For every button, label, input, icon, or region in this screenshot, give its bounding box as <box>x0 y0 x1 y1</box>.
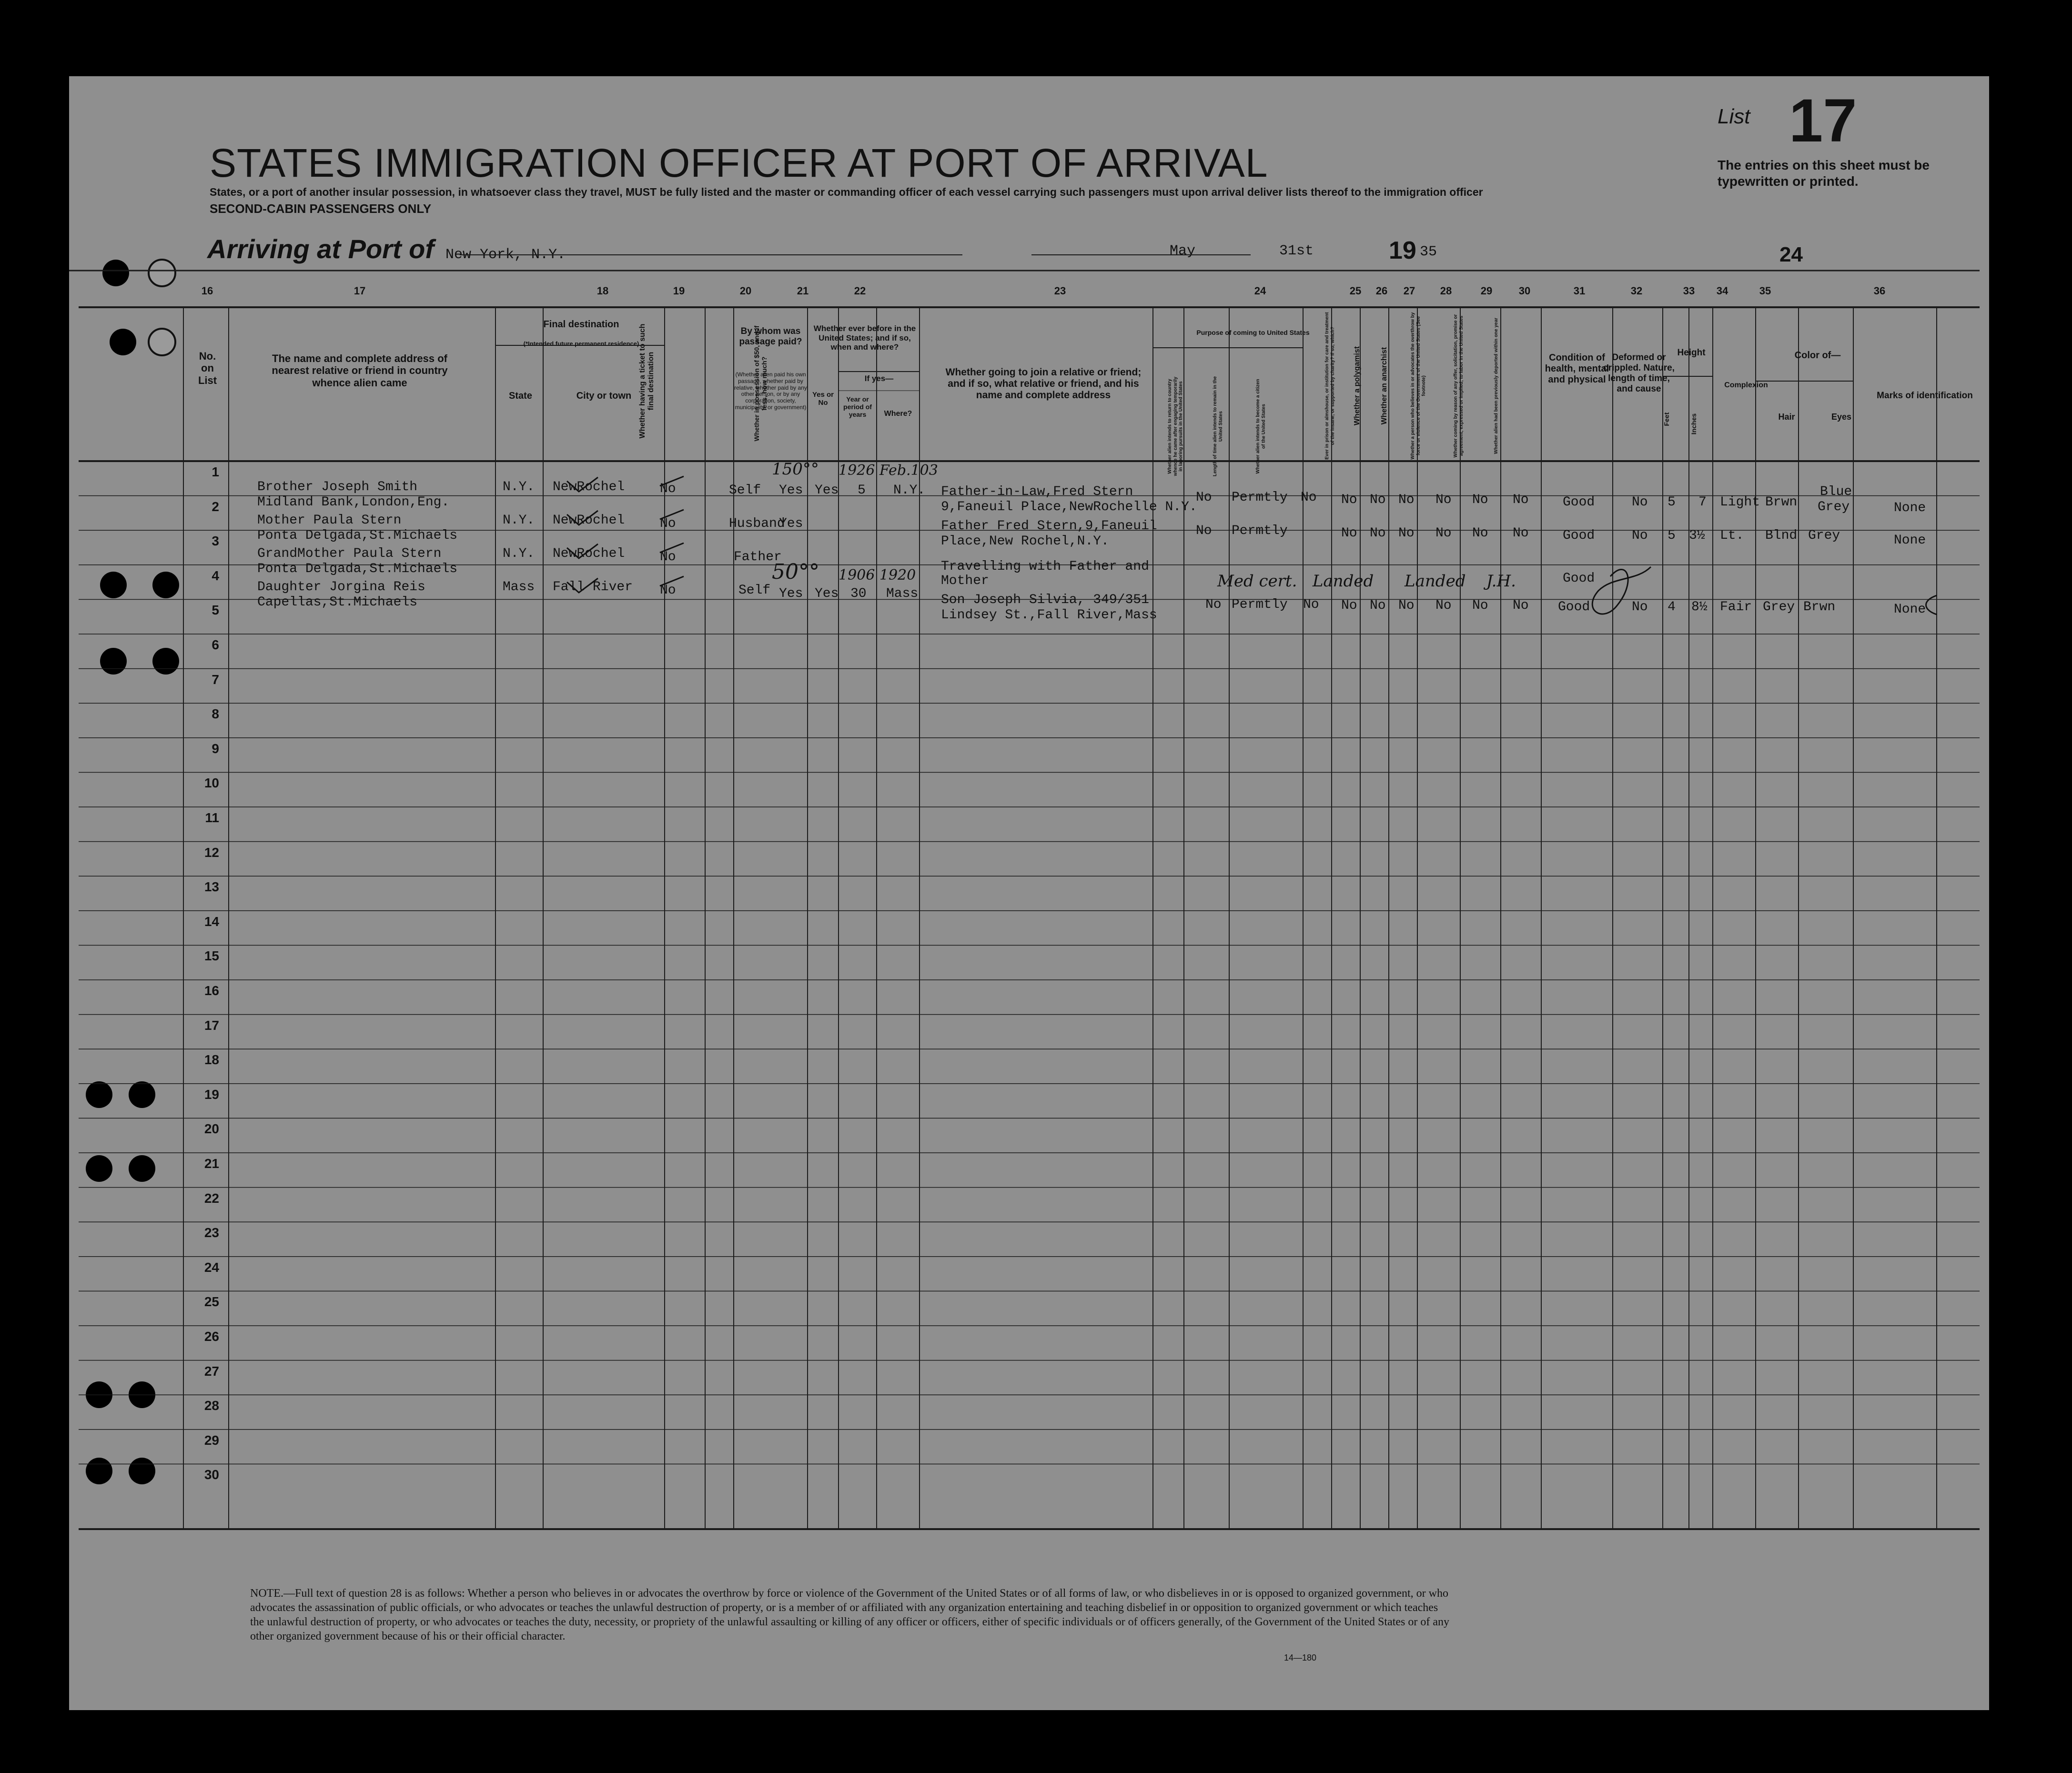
row-number: 16 <box>204 983 219 998</box>
r4-relative-1: Daughter Jorgina Reis <box>257 580 425 594</box>
r2-inches: 3½ <box>1689 528 1705 543</box>
checkmark-mark <box>567 477 598 492</box>
r2-polygamist: No <box>1370 526 1386 541</box>
r1-joining-2: 9,Faneuil Place,NewRochelle N.Y. <box>941 500 1197 514</box>
month-value: May <box>1170 243 1196 259</box>
r3-relative-2: Ponta Delgada,St.Michaels <box>257 562 458 576</box>
r2-ticket: No <box>660 516 676 531</box>
row-number: 28 <box>204 1398 219 1413</box>
row-number: 1 <box>212 464 219 479</box>
r2-complexion: Lt. <box>1720 528 1744 543</box>
r1-length: Permtly <box>1232 490 1288 505</box>
header-year-period: Year or period of years <box>843 395 872 419</box>
header-q29: Whether coming by reason of any offer, solicitation, promise or agreement, expressed or implied, to labor in the United States <box>1453 314 1464 458</box>
header-purpose: Purpose of coming to United States <box>1196 329 1310 336</box>
header-before-us: Whether ever before in the United States; and if so, when and where? <box>813 324 916 352</box>
header-money: Whether in possession of $50, and if less, how much? <box>753 325 768 442</box>
header-purpose-citizen: Whether alien intends to become a citizen of the United States <box>1255 379 1266 474</box>
header-if-yes: If yes— <box>864 374 894 383</box>
header-nearest-relative: The name and complete address of nearest relative or friend in country whence alien came <box>272 353 448 389</box>
header-purpose-return: Whether alien intends to return to country whence he came after engaging temporarily in laboring pursuits in the United States <box>1167 376 1183 476</box>
row-number: 22 <box>204 1190 219 1206</box>
header-color-of: Color of— <box>1794 350 1841 361</box>
header-q30: Whether alien had been previously deported within one year <box>1494 317 1499 454</box>
r2-joining-1: Father Fred Stern,9,Faneuil <box>941 519 1157 534</box>
header-joining: Whether going to join a relative or friend; and if so, what relative or friend, and his name and complete address <box>945 367 1142 401</box>
header-ticket: Whether having a ticket to such final destination <box>638 323 656 439</box>
r1-before-hand: 1926 Feb.103 <box>839 462 938 479</box>
row-number: 30 <box>204 1467 219 1482</box>
r1-complexion: Light <box>1720 495 1760 510</box>
r4-q29: No <box>1472 598 1488 613</box>
list-label: List <box>1718 105 1750 128</box>
r1-inches: 7 <box>1698 495 1707 510</box>
r1-money-hand: 150°° <box>772 460 819 479</box>
r1-polygamist: No <box>1370 493 1386 507</box>
r4-years: 30 <box>850 586 867 601</box>
r4-paid-by: Self <box>738 583 771 598</box>
r3-relative-1: GrandMother Paula Stern <box>257 546 442 561</box>
manifest-sheet <box>69 76 1989 1710</box>
r1-return: No <box>1196 490 1212 505</box>
strike-mark <box>660 543 684 553</box>
row-number: 21 <box>204 1156 219 1171</box>
header-hair: Hair <box>1778 412 1795 422</box>
header-where: Where? <box>884 410 912 418</box>
row-number: 2 <box>212 499 219 514</box>
header-purpose-length: Length of time alien intends to remain in the United States <box>1213 376 1223 476</box>
row-number: 18 <box>204 1052 219 1068</box>
row-number: 15 <box>204 948 219 964</box>
r3-health: Good <box>1563 571 1595 586</box>
r4-q30: No <box>1513 598 1529 613</box>
r1-health: Good <box>1563 495 1595 510</box>
column-number: 27 <box>1403 285 1415 297</box>
row-number: 11 <box>205 810 219 825</box>
header-city: City or town <box>576 391 632 401</box>
header-q28: Whether a person who believes in or advocates the overthrow by force or violence of the Government of the United States (See footnote) <box>1410 312 1426 460</box>
r4-length: Permtly <box>1232 597 1288 612</box>
column-number: 17 <box>354 285 366 297</box>
row-number: 7 <box>212 672 219 687</box>
r2-prison: No <box>1341 526 1357 541</box>
arriving-label: Arriving at Port of <box>207 234 435 264</box>
r4-complexion: Fair <box>1720 600 1752 615</box>
row-number: 13 <box>204 879 219 895</box>
header-anarchist: Whether an anarchist <box>1380 347 1388 425</box>
row-number: 26 <box>204 1329 219 1344</box>
r1-relative-2: Midland Bank,London,Eng. <box>257 495 450 510</box>
column-number: 24 <box>1254 285 1266 297</box>
r4-money-hand: 50°° <box>772 560 819 584</box>
row-number: 14 <box>204 914 219 929</box>
row-number: 20 <box>204 1121 219 1137</box>
r4-joining-2: Lindsey St.,Fall River,Mass <box>941 608 1157 623</box>
row-number: 9 <box>212 741 219 756</box>
r3-ticket: No <box>660 550 676 564</box>
row-number: 4 <box>212 568 219 583</box>
header-passage-paid: By whom was passage paid? <box>739 326 802 347</box>
column-number: 30 <box>1518 285 1531 297</box>
r1-money: Yes <box>779 483 803 498</box>
r1-deformed: No <box>1632 495 1648 510</box>
subtitle-class: SECOND-CABIN PASSENGERS ONLY <box>210 201 432 216</box>
strike-mark <box>660 576 684 586</box>
row-number: 3 <box>212 534 219 549</box>
r1-q29: No <box>1472 493 1488 507</box>
r2-marks: None <box>1894 533 1926 548</box>
column-number: 35 <box>1759 285 1771 297</box>
checkmark-mark <box>567 544 598 558</box>
r1-paid-by: Self <box>729 483 761 498</box>
header-final-destination: Final destination <box>543 319 619 330</box>
r1-prison: No <box>1341 493 1357 507</box>
header-state: State <box>509 391 532 401</box>
header-final-destination-note: (*Intended future permanent residence) <box>523 340 639 347</box>
r4-joining-1: Son Joseph Silvia, 349/351 <box>941 593 1149 607</box>
r1-eyes-2: Grey <box>1818 500 1850 514</box>
r2-q28: No <box>1435 526 1452 541</box>
r2-q30: No <box>1513 526 1529 541</box>
r1-before: Yes <box>815 483 839 498</box>
r1-eyes-1: Blue <box>1820 484 1852 499</box>
initials-mark <box>1592 567 1651 614</box>
footnote: NOTE.—Full text of question 28 is as follows: Whether a person who believes in or advocates the overthrow by force or violence of the Government of the United States or of all forms of law, or who disbelieves in or is opposed to organized government, or who advocates the assassination of public officials, or who advocates or teaches the unlawful destruction of property, or is a member of or affiliated with any organization entertaining and teaching disbelief in or opposition to organized government or which teaches the unlawful destruction of property, or who advocates or teaches the duty, necessity, or propriety of the unlawful assaulting or killing of any officer or officers, either of specific individuals or of officers generally, of the Government of the United States or of any other organized government because of his or their official character. <box>250 1587 1450 1642</box>
year-suffix: 35 <box>1420 244 1437 260</box>
r4-return: No <box>1205 597 1222 612</box>
list-note: The entries on this sheet must be typewritten or printed. <box>1718 158 1930 189</box>
column-number: 32 <box>1630 285 1643 297</box>
r2-city: NewRochel <box>553 513 625 528</box>
day-value: 31st <box>1279 243 1314 259</box>
r2-deformed: No <box>1632 528 1648 543</box>
r2-health: Good <box>1563 528 1595 543</box>
r4-annotation: Med cert. Landed Landed J.H. <box>1217 572 1516 591</box>
r4-inches: 8½ <box>1691 600 1708 615</box>
checkmark-mark <box>567 578 598 593</box>
row-number: 12 <box>204 845 219 860</box>
r2-feet: 5 <box>1668 528 1676 543</box>
r4-prison: No <box>1341 598 1357 613</box>
row-number: 19 <box>204 1087 219 1102</box>
r2-return: No <box>1196 524 1212 538</box>
header-prison: Ever in prison or almshouse, or institution for care and treatment of the insane, or supported by charity? If so, which? <box>1324 312 1335 460</box>
header-deformed: Deformed or crippled. Nature, length of time, and cause <box>1603 353 1675 394</box>
column-number: 18 <box>596 285 609 297</box>
row-number: 5 <box>212 603 219 618</box>
r4-marks: None <box>1894 602 1926 617</box>
r4-where: Mass <box>886 586 919 601</box>
r4-city: Fall River <box>553 580 633 594</box>
row-number: 29 <box>204 1432 219 1448</box>
column-number: 26 <box>1375 285 1388 297</box>
row-number: 23 <box>204 1225 219 1240</box>
list-number: 17 <box>1789 87 1857 155</box>
r4-health: Good <box>1558 600 1590 615</box>
strike-mark <box>660 476 684 486</box>
r2-paid-by: Husband <box>729 516 785 531</box>
r4-before-hand: 1906 1920 <box>839 567 916 584</box>
r1-citizen: No <box>1301 490 1317 505</box>
r2-hair: Blnd <box>1765 528 1798 543</box>
column-number: 22 <box>854 285 866 297</box>
header-yes-no: Yes or No <box>812 391 834 407</box>
form-code: 14—180 <box>1284 1653 1317 1662</box>
r2-anarchist: No <box>1398 526 1415 541</box>
column-number: 20 <box>739 285 752 297</box>
page-title: STATES IMMIGRATION OFFICER AT PORT OF ARRIVAL <box>210 141 1268 185</box>
r3-city: NewRochel <box>553 546 625 561</box>
column-number: 31 <box>1573 285 1586 297</box>
column-number: 19 <box>673 285 685 297</box>
r3-joining-2: Mother <box>941 574 989 588</box>
header-height: Height <box>1677 348 1706 358</box>
r4-anarchist: No <box>1398 598 1415 613</box>
header-complexion: Complexion <box>1724 381 1768 389</box>
r1-years: 5 <box>858 483 866 498</box>
header-feet: Feet <box>1663 412 1670 426</box>
r1-state: N.Y. <box>503 480 535 494</box>
r4-before: Yes <box>815 586 839 601</box>
strike-mark <box>660 510 684 519</box>
r4-hair: Grey <box>1763 600 1795 615</box>
row-number: 27 <box>204 1363 219 1379</box>
port-value: New York, N.Y. <box>445 247 566 263</box>
r1-where: N.Y. <box>893 483 926 498</box>
checkmark-mark <box>567 511 598 525</box>
handwritten-strokes <box>69 76 1989 1710</box>
r2-money: Yes <box>779 516 803 531</box>
r4-citizen: No <box>1303 597 1319 612</box>
sheet-mark: 24 <box>1779 243 1803 266</box>
header-eyes: Eyes <box>1831 412 1852 422</box>
row-number: 8 <box>212 706 219 722</box>
column-number: 28 <box>1440 285 1452 297</box>
r2-relative-1: Mother Paula Stern <box>257 513 402 528</box>
r3-paid-by: Father <box>734 550 782 564</box>
r1-hair: Brwn <box>1765 495 1798 510</box>
header-polygamist: Whether a polygamist <box>1353 346 1361 426</box>
row-number: 10 <box>204 776 219 791</box>
row-number: 17 <box>204 1017 219 1033</box>
r4-money: Yes <box>779 586 803 601</box>
r3-joining-1: Travelling with Father and <box>941 559 1149 574</box>
r2-joining-2: Place,New Rochel,N.Y. <box>941 534 1109 549</box>
r3-state: N.Y. <box>503 546 535 561</box>
header-inches: Inches <box>1690 413 1698 435</box>
r2-state: N.Y. <box>503 513 535 528</box>
subtitle: States, or a port of another insular possession, in whatsoever class they travel, MUST be fully listed and the master or commanding officer of each vessel carrying such passengers must upon arrival deliver lists thereof to the immigration officer <box>210 186 1483 198</box>
header-marks: Marks of identification <box>1877 391 1973 401</box>
row-number: 25 <box>204 1294 219 1310</box>
r1-feet: 5 <box>1668 495 1676 510</box>
header-passage-paid-note: (Whether alien paid his own passage, whether paid by relative, whether paid by any other person, or by any corporation, society, municipality, or government) <box>734 371 807 411</box>
r1-q28: No <box>1435 493 1452 507</box>
r4-relative-2: Capellas,St.Michaels <box>257 595 418 610</box>
column-number: 25 <box>1349 285 1362 297</box>
r1-joining-1: Father-in-Law,Fred Stern <box>941 484 1133 499</box>
column-number: 29 <box>1480 285 1493 297</box>
r4-state: Mass <box>503 580 535 594</box>
bracket-mark <box>1926 595 1937 615</box>
r2-length: Permtly <box>1232 524 1288 538</box>
column-number: 34 <box>1716 285 1728 297</box>
row-number: 24 <box>204 1259 219 1275</box>
r4-ticket: No <box>660 583 676 598</box>
row-number: 6 <box>212 637 219 652</box>
r1-q30: No <box>1513 493 1529 507</box>
r2-eyes: Grey <box>1808 528 1840 543</box>
r1-ticket: No <box>660 482 676 496</box>
r4-q28: No <box>1435 598 1452 613</box>
r4-deformed: No <box>1632 600 1648 615</box>
r4-eyes: Brwn <box>1803 600 1836 615</box>
r1-marks: None <box>1894 501 1926 515</box>
header-no-on-list: No. on List <box>198 350 217 386</box>
header-health: Condition of health, mental and physical <box>1545 353 1609 385</box>
column-number: 33 <box>1683 285 1695 297</box>
r1-anarchist: No <box>1398 493 1415 507</box>
column-number: 23 <box>1054 285 1066 297</box>
column-number: 36 <box>1873 285 1886 297</box>
r2-q29: No <box>1472 526 1488 541</box>
year-prefix: 19 <box>1389 237 1416 264</box>
column-number: 21 <box>797 285 809 297</box>
r4-feet: 4 <box>1668 600 1676 615</box>
r1-city: NewRochel <box>553 480 625 494</box>
r1-relative-1: Brother Joseph Smith <box>257 480 418 494</box>
r2-relative-2: Ponta Delgada,St.Michaels <box>257 528 458 543</box>
r4-polygamist: No <box>1370 598 1386 613</box>
column-number: 16 <box>201 285 213 297</box>
